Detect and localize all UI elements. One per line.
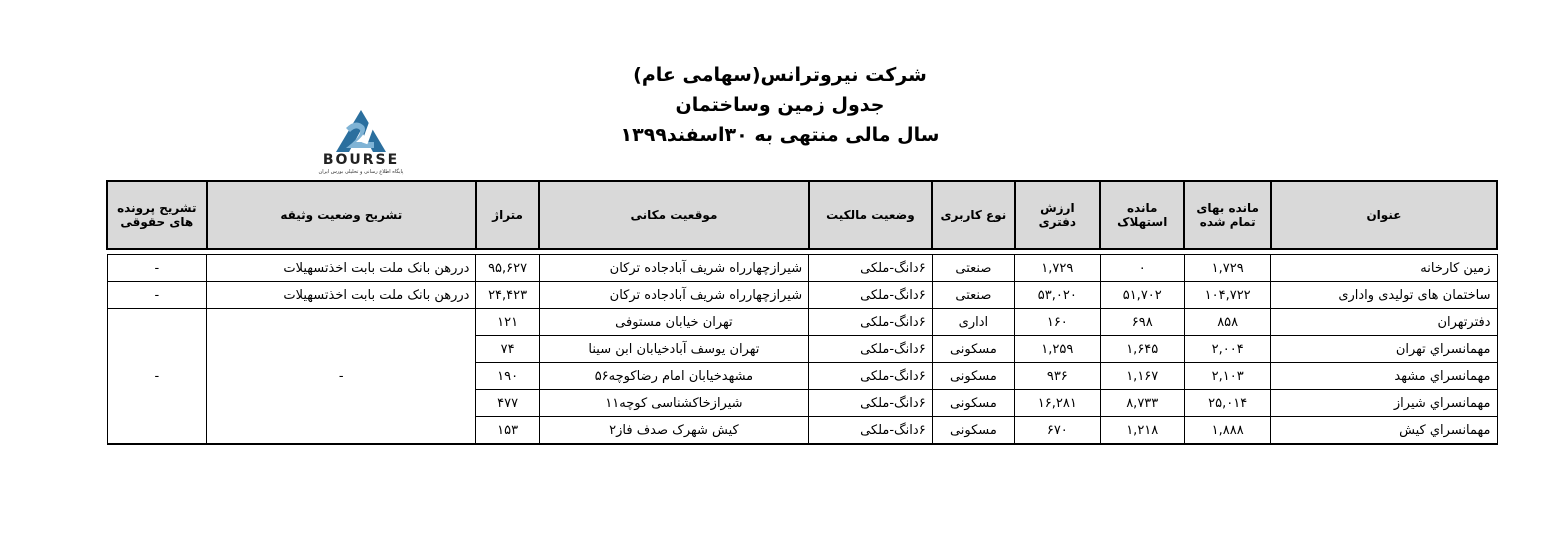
cell-owner: ۶دانگ-ملکی [809, 417, 933, 445]
cell-owner: ۶دانگ-ملکی [809, 282, 933, 309]
cell-book: ۱,۷۲۹ [1015, 255, 1100, 282]
cell-cost: ۱,۷۲۹ [1184, 255, 1270, 282]
cell-usage: صنعتی [932, 282, 1014, 309]
cell-collateral: دررهن بانک ملت بابت اخذتسهیلات [207, 282, 476, 309]
cell-book: ۵۳,۰۲۰ [1015, 282, 1100, 309]
cell-location: کیش شهرک صدف فاز۲ [539, 417, 808, 445]
cell-area: ۷۴ [476, 336, 539, 363]
cell-book: ۶۷۰ [1015, 417, 1100, 445]
cell-area: ۴۷۷ [476, 390, 539, 417]
land-building-table [106, 180, 1498, 445]
cell-area: ۱۵۳ [476, 417, 539, 445]
cell-dep: ۸,۷۳۳ [1100, 390, 1184, 417]
cell-usage: مسکونی [932, 417, 1014, 445]
bourse-logo-icon [316, 108, 406, 154]
cell-location: مشهدخیابان امام رضاکوچه۵۶ [539, 363, 808, 390]
cell-usage: مسکونی [932, 363, 1014, 390]
cell-usage: صنعتی [932, 255, 1014, 282]
cell-area: ۲۴,۴۲۳ [476, 282, 539, 309]
col-depreciation: مانده استهلاک [1100, 181, 1184, 249]
col-title: عنوان [1271, 181, 1497, 249]
cell-book: ۱۶,۲۸۱ [1015, 390, 1100, 417]
cell-usage: مسکونی [932, 336, 1014, 363]
cell-collateral-merged: - [207, 309, 476, 445]
cell-dep: ۱,۶۴۵ [1100, 336, 1184, 363]
cell-location: تهران خیابان مستوفی [539, 309, 808, 336]
table-header-row [107, 181, 1497, 249]
cell-dep: ۰ [1100, 255, 1184, 282]
col-ownership: وضعیت مالکیت [809, 181, 933, 249]
company-name: شرکت نیروترانس(سهامی عام) [633, 64, 927, 86]
table-row [107, 282, 1497, 309]
cell-usage: مسکونی [932, 390, 1014, 417]
cell-owner: ۶دانگ-ملکی [809, 363, 933, 390]
cell-legal: - [107, 282, 207, 309]
cell-cost: ۸۵۸ [1184, 309, 1270, 336]
cell-location: شیرازچهارراه شریف آبادجاده ترکان [539, 282, 808, 309]
logo-subtitle: پایگاه اطلاع رسانی و تحلیلی بورس ایران [318, 169, 404, 175]
cell-dep: ۵۱,۷۰۲ [1100, 282, 1184, 309]
cell-usage: اداری [932, 309, 1014, 336]
bourse-logo [316, 108, 406, 180]
cell-title: دفترتهران [1271, 309, 1497, 336]
cell-book: ۱,۲۵۹ [1015, 336, 1100, 363]
col-collateral: تشریح وضعیت وثیقه [207, 181, 476, 249]
cell-location: تهران یوسف آبادخیابان ابن سینا [539, 336, 808, 363]
period-title: سال مالی منتهی به ۳۰اسفند۱۳۹۹ [620, 124, 940, 146]
cell-area: ۹۵,۶۲۷ [476, 255, 539, 282]
cell-cost: ۲,۱۰۳ [1184, 363, 1270, 390]
cell-owner: ۶دانگ-ملکی [809, 390, 933, 417]
cell-location: شیرازخاکشناسی کوچه۱۱ [539, 390, 808, 417]
col-book-value: ارزش دفتری [1015, 181, 1100, 249]
cell-area: ۱۹۰ [476, 363, 539, 390]
cell-title: مهمانسراي مشهد [1271, 363, 1497, 390]
cell-legal-merged: - [107, 309, 207, 445]
cell-owner: ۶دانگ-ملکی [809, 309, 933, 336]
cell-dep: ۱,۲۱۸ [1100, 417, 1184, 445]
cell-owner: ۶دانگ-ملکی [809, 336, 933, 363]
col-cost-balance: مانده بهای تمام شده [1184, 181, 1270, 249]
logo-text: BOURSE [322, 152, 400, 168]
table-row [107, 255, 1497, 282]
cell-book: ۱۶۰ [1015, 309, 1100, 336]
cell-owner: ۶دانگ-ملکی [809, 255, 933, 282]
cell-title: ساختمان های تولیدی واداری [1271, 282, 1497, 309]
cell-cost: ۲,۰۰۴ [1184, 336, 1270, 363]
cell-cost: ۱۰۴,۷۲۲ [1184, 282, 1270, 309]
cell-title: مهمانسراي شيراز [1271, 390, 1497, 417]
col-area: متراژ [476, 181, 539, 249]
col-usage: نوع کاربری [932, 181, 1014, 249]
cell-dep: ۶۹۸ [1100, 309, 1184, 336]
cell-title: مهمانسراي تهران [1271, 336, 1497, 363]
document-header [560, 60, 1000, 150]
cell-area: ۱۲۱ [476, 309, 539, 336]
cell-cost: ۲۵,۰۱۴ [1184, 390, 1270, 417]
cell-legal: - [107, 255, 207, 282]
cell-title: مهمانسراي کیش [1271, 417, 1497, 445]
cell-cost: ۱,۸۸۸ [1184, 417, 1270, 445]
cell-dep: ۱,۱۶۷ [1100, 363, 1184, 390]
table-row [107, 309, 1497, 336]
cell-title: زمین کارخانه [1271, 255, 1497, 282]
cell-location: شیرازچهارراه شریف آبادجاده ترکان [539, 255, 808, 282]
col-location: موقعیت مکانی [539, 181, 808, 249]
table-title: جدول زمین وساختمان [675, 94, 885, 116]
col-legal: تشریح پرونده های حقوقی [107, 181, 207, 249]
cell-book: ۹۳۶ [1015, 363, 1100, 390]
cell-collateral: دررهن بانک ملت بابت اخذتسهیلات [207, 255, 476, 282]
